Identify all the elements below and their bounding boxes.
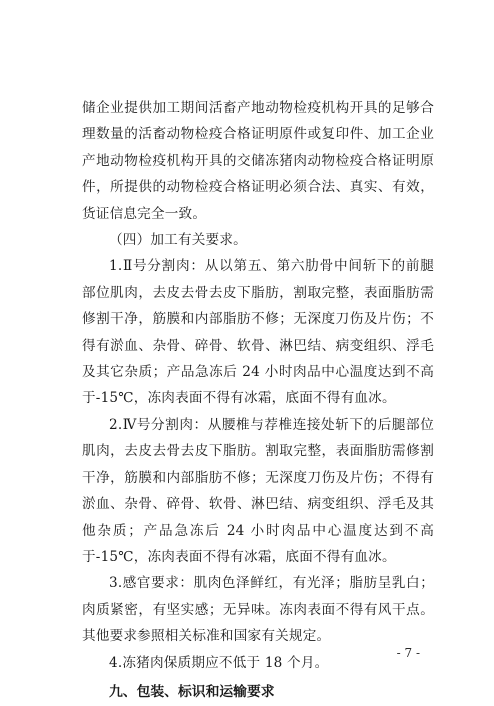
subsection-heading: （四）加工有关要求。 bbox=[109, 232, 247, 249]
paragraph-item-2: 2.Ⅳ号分割肉：从腰椎与荐椎连接处斩下的后腿部位肌肉，去皮去骨去皮下脂肪。割取完整，表面脂肪需修割干净，筋膜和内部脂肪不修；无深度刀伤及片伤；不得有淤血、杂骨、碎骨、软骨、淋巴结、病变组织、浮毛及其他杂质；产品急冻后 24 小时肉品中心温度达到不高于-15℃，冻肉表面不得有冰霜，底面不得有血冰。 bbox=[82, 416, 434, 565]
document-body bbox=[82, 95, 434, 706]
paragraph-item-3: 3.感官要求：肌肉色泽鲜红，有光泽；脂肪呈乳白；肉质紧密，有坚实感；无异味。冻肉表面不得有风干点。其他要求参照相关标准和国家有关规定。 bbox=[82, 575, 434, 645]
paragraph-item-1: 1.Ⅱ号分割肉：从以第五、第六肋骨中间斩下的前腿部位肌肉，去皮去骨去皮下脂肪，割取完整，表面脂肪需修割干净，筋膜和内部脂肪不修；无深度刀伤及片伤；不得有淤血、杂骨、碎骨、软骨、淋巴结、病变组织、浮毛及其它杂质；产品急冻后 24 小时肉品中心温度达到不高于-15℃，冻肉表面不得有冰霜，底面不得有血冰。 bbox=[82, 258, 434, 407]
paragraph-continuation: 储企业提供加工期间活畜产地动物检疫机构开具的足够合理数量的活畜动物检疫合格证明原件或复印件、加工企业产地动物检疫机构开具的交储冻猪肉动物检疫合格证明原件，所提供的动物检疫合格证明必须合法、真实、有效，货证信息完全一致。 bbox=[82, 100, 434, 222]
section-heading: 九、包装、标识和运输要求 bbox=[109, 683, 275, 700]
page-number: - 7 - bbox=[396, 646, 420, 660]
paragraph-item-4: 4.冻猪肉保质期应不低于 18 个月。 bbox=[109, 654, 329, 671]
